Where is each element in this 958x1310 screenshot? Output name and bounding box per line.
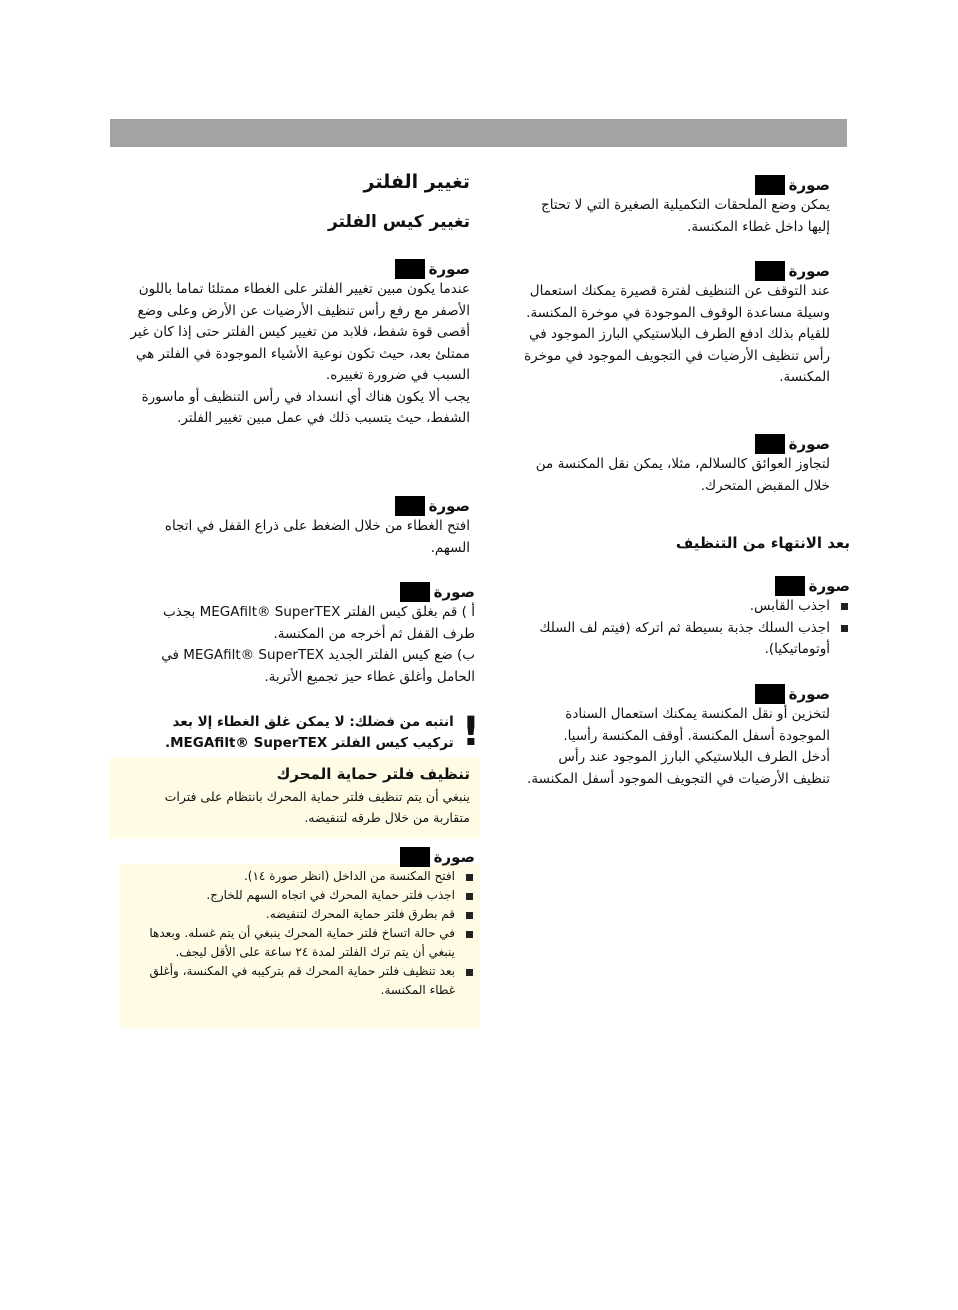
left-fig4 [140, 847, 475, 1000]
motor-filter-heading: تنظيف فلتر حماية المحرك [276, 765, 470, 783]
figure-number-box [400, 847, 430, 867]
figure-label [130, 582, 475, 602]
list-item: في حالة اتساخ فلتر حماية المحرك ينبغي أن يتم غسله. وبعدها ينبغي أن يتم ترك الفلتر لمدة ٢٤ ساعة على الأقل ليجف. [140, 924, 475, 962]
figure-number-box [775, 576, 805, 596]
figure-label [520, 434, 830, 454]
paragraph: ب) ضع كيس الفلتر الجديد MEGAfilt® SuperTEX في الحامل وأغلق غطاء حيز تجميع الأتربة. [161, 647, 475, 685]
figure-number-box [755, 684, 785, 704]
right-fig4 [515, 576, 850, 661]
right-fig3 [520, 434, 830, 497]
figure-label [130, 259, 470, 279]
paragraph: عندما يكون مبين تغيير الفلتر على الغطاء ممتلئا تماما باللون الأصفر مع رفع رأس تنظيف الأرضيات عن الأرض وعلى وضع أقصى قوة شفط، فلابد من تغيير كيس الفلتر حتى إذا كان غير ممتلئ بعد، حيث تكون نوعية الأشياء الموجودة في الفلتر هي السبب في ضرورة تغييره. [130, 281, 470, 383]
figure-label-text: صورة [428, 260, 470, 278]
figure-label [140, 496, 470, 516]
figure-label [525, 684, 830, 704]
figure-label [515, 576, 850, 596]
figure-label-text: صورة [788, 685, 830, 703]
list-item: قم بطرق فلتر حماية المحرك لتنفيضه. [140, 905, 475, 924]
after-cleaning-heading: بعد الانتهاء من التنظيف [675, 534, 850, 552]
figure-label [510, 261, 830, 281]
paragraph: يجب ألا يكون هناك أي انسداد في رأس التنظيف أو ماسورة الشفط، حيث يتسبب ذلك في عمل مبين تغيير الفلتر. [141, 388, 470, 426]
right-fig1 [530, 175, 830, 238]
left-fig2 [140, 496, 470, 559]
page-heading: تغيير الفلتر [363, 171, 470, 193]
list-item: اجذب القابس. [515, 596, 850, 618]
figure-label-text: صورة [433, 583, 475, 601]
right-fig5 [525, 684, 830, 790]
list-item: افتح المكنسة من الداخل (انظر صورة ١٤). [140, 867, 475, 886]
warning-text: انتبه من فضلك: لا يمكن غلق الغطاء إلا بعد تركيب كيس الفلتر MEGAfilt® SuperTEX. [164, 714, 454, 751]
warning-icon: ! [461, 709, 480, 755]
paragraph: يمكن وضع الملحقات التكميلية الصغيرة التي لا تحتاج إليها داخل غطاء المكنسة. [541, 197, 830, 235]
list-item: اجذب السلك جذبة بسيطة ثم اتركه (فيتم لف السلك أوتوماتيكيا). [515, 618, 850, 661]
paragraph: عند التوقف عن التنظيف لفترة قصيرة يمكنك استعمال وسيلة مساعدة الوقوف الموجودة في موخرة المكنسة. [526, 283, 830, 321]
right-fig2 [510, 261, 830, 389]
paragraph: افتح الغطاء من خلال الضغط على ذراع القفل في اتجاه السهم. [164, 518, 470, 556]
figure-number-box [755, 434, 785, 454]
left-fig3 [130, 582, 475, 688]
paragraph: للقيام بذلك ادفع الطرف البلاستيكي البارز الموجود في رأس تنظيف الأرضيات في التجويف الموجود في موخرة المكنسة. [524, 326, 830, 385]
figure-number-box [400, 582, 430, 602]
figure-number-box [395, 259, 425, 279]
figure-number-box [755, 261, 785, 281]
motor-filter-section [130, 764, 470, 828]
paragraph: أدخل الطرف البلاستيكي البارز الموجود عند رأس تنظيف الأرضيات في التجويف الموجود أسفل المكنسة. [527, 749, 830, 787]
warning-note [135, 709, 480, 755]
subheading: تغيير كيس الفلتر [327, 212, 470, 232]
paragraph: لتجاوز العوائق كالسلالم، مثلا، يمكن نقل المكنسة من خلال المقبض المتحرك. [535, 456, 830, 494]
section-header-bar [110, 119, 847, 147]
figure-label-text: صورة [433, 848, 475, 866]
figure-label [140, 847, 475, 867]
bullet-list [140, 867, 475, 1000]
paragraph: ينبغي أن يتم تنظيف فلتر حماية المحرك بانتظام على فترات متقاربة من خلال طرقه لتنفيضه. [164, 788, 470, 825]
figure-label [530, 175, 830, 195]
list-item: بعد تنظيف فلتر حماية المحرك قم بتركيبه في المكنسة، وأغلق غطاء المكنسة. [140, 962, 475, 1000]
figure-label-text: صورة [428, 497, 470, 515]
list-item: اجذب فلتر حماية المحرك في اتجاه السهم للخارج. [140, 886, 475, 905]
figure-label-text: صورة [788, 435, 830, 453]
left-fig1 [130, 259, 470, 430]
bullet-list [515, 596, 850, 661]
paragraph: أ ) قم بغلق كيس الفلتر MEGAfilt® SuperTEX بجذب طرف القفل ثم أخرجه من المكنسة. [163, 604, 475, 642]
paragraph: لتخزين أو نقل المكنسة يمكنك استعمال السنادة الموجودة أسفل المكنسة. أوقف المكنسة رأسيا. [563, 706, 830, 744]
figure-label-text: صورة [788, 262, 830, 280]
figure-number-box [395, 496, 425, 516]
figure-number-box [755, 175, 785, 195]
figure-label-text: صورة [788, 176, 830, 194]
figure-label-text: صورة [808, 577, 850, 595]
